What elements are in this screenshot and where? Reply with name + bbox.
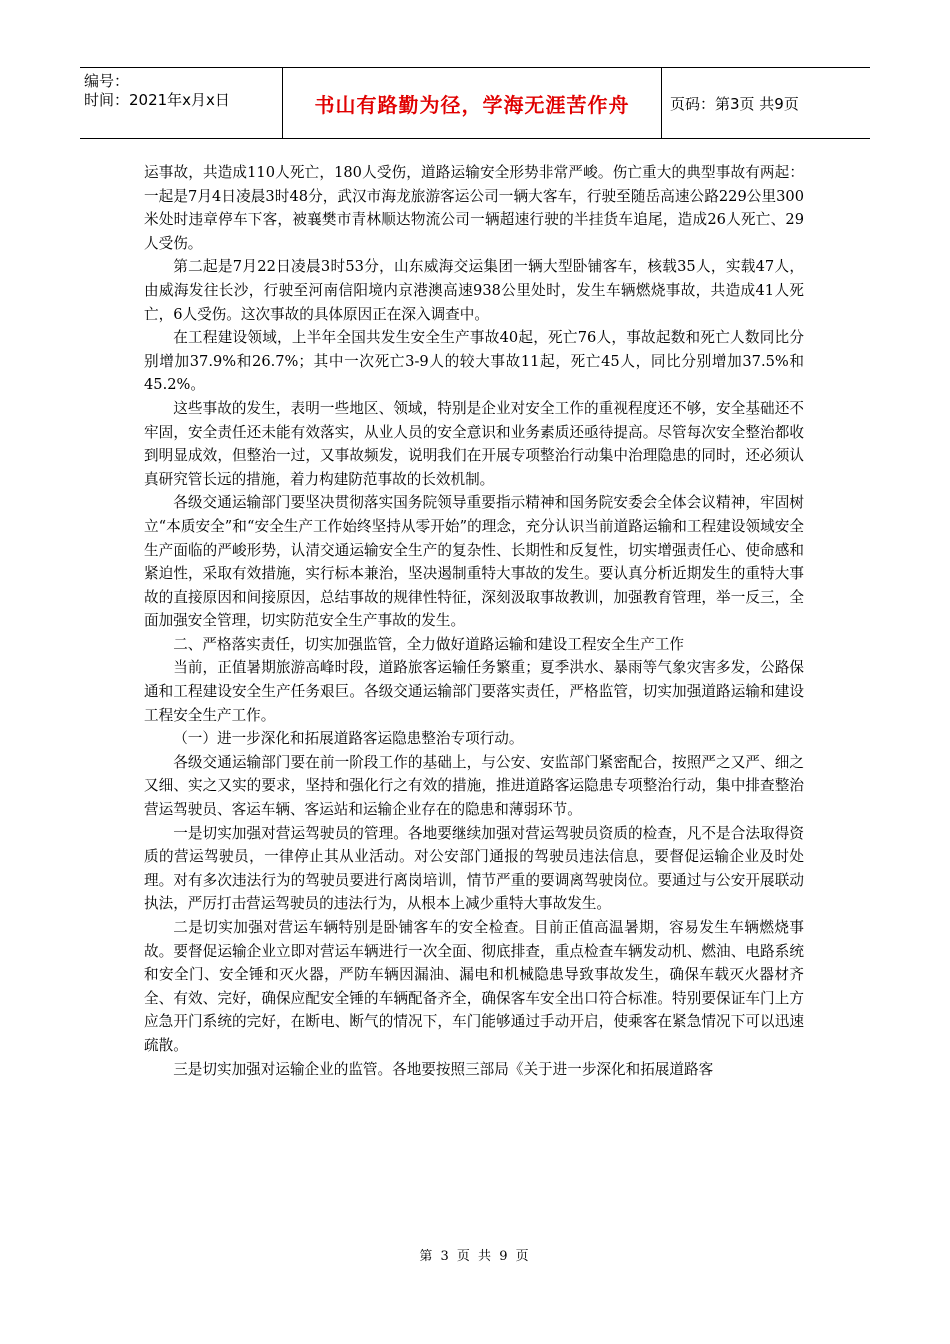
paragraph: 三是切实加强对运输企业的监管。各地要按照三部局《关于进一步深化和拓展道路客: [173, 1060, 714, 1078]
paragraph: 运事故，共造成110人死亡，180人受伤，道路运输安全形势非常严峻。伤亡重大的典型事故有两起：一起是7月4日凌晨3时48分，武汉市海龙旅游客运公司一辆大客车，行驶至随岳高速公路229公里300米处时违章停车下客，被襄樊市青林顺达物流公司一辆超速行驶的半挂货车追尾，造成26人死亡、29人受伤。: [144, 164, 804, 252]
paragraph: 一是切实加强对营运驾驶员的管理。各地要继续加强对营运驾驶员资质的检查，凡不是合法取得资质的营运驾驶员，一律停止其从业活动。对公安部门通报的驾驶员违法信息，要督促运输企业及时处理。对有多次违法行为的驾驶员要进行离岗培训，情节严重的要调离驾驶岗位。要通过与公安开展联动执法，严厉打击营运驾驶员的违法行为，从根本上减少重特大事故发生。: [144, 824, 804, 913]
header-page-number: 页码：第3页 共9页: [670, 94, 799, 113]
page-footer: 第 3 页 共 9 页: [419, 1249, 531, 1264]
header-motto: 书山有路勤为径，学海无涯苦作舟: [283, 68, 662, 138]
paragraph: 二是切实加强对营运车辆特别是卧铺客车的安全检查。目前正值高温暑期，容易发生车辆燃烧事故。要督促运输企业立即对营运车辆进行一次全面、彻底排查，重点检查车辆发动机、燃油、电路系统和安全门、安全锤和灭火器，严防车辆因漏油、漏电和机械隐患导致事故发生，确保车载灭火器材齐全、有效、完好，确保应配安全锤的车辆配备齐全，确保客车安全出口符合标准。特别要保证车门上方应急开门系统的完好，在断电、断气的情况下，车门能够通过手动开启，使乘客在紧急情况下可以迅速疏散。: [144, 919, 804, 1054]
paragraph: 当前，正值暑期旅游高峰时段，道路旅客运输任务繁重；夏季洪水、暴雨等气象灾害多发，公路保通和工程建设安全生产任务艰巨。各级交通运输部门要落实责任，严格监管，切实加强道路运输和建设工程安全生产工作。: [144, 659, 804, 724]
paragraph: 各级交通运输部门要在前一阶段工作的基础上，与公安、安监部门紧密配合，按照严之又严、细之又细、实之又实的要求，坚持和强化行之有效的措施，推进道路客运隐患专项整治行动，集中排查整治营运驾驶员、客运车辆、客运站和运输企业存在的隐患和薄弱环节。: [144, 753, 804, 819]
paragraph: 各级交通运输部门要坚决贯彻落实国务院领导重要指示精神和国务院安委会全体会议精神，牢固树立“本质安全”和“安全生产工作始终坚持从零开始”的理念，充分认识当前道路运输和工程建设领域安全生产面临的严峻形势，认清交通运输安全生产的复杂性、长期性和反复性，切实增强责任心、使命感和紧迫性，采取有效措施，实行标本兼治，坚决遏制重特大事故的发生。要认真分析近期发生的重特大事故的直接原因和间接原因，总结事故的规律性特征，深刻汲取事故教训，加强教育管理，举一反三，全面加强安全管理，切实防范安全生产事故的发生。: [144, 494, 804, 630]
document-number: 编号：: [84, 72, 130, 90]
paragraph: 第二起是7月22日凌晨3时53分，山东威海交运集团一辆大型卧铺客车，核载35人，实载47人，由威海发往长沙，行驶至河南信阳境内京港澳高速938公里处时，发生车辆燃烧事故，共造成41人死亡，6人受伤。这次事故的具体原因正在深入调查中。: [144, 258, 804, 323]
paragraph: 这些事故的发生，表明一些地区、领域，特别是企业对安全工作的重视程度还不够，安全基础还不牢固，安全责任还未能有效落实，从业人员的安全意识和业务素质还亟待提高。尽管每次安全整治都收到明显成效，但整治一过，又事故频发，说明我们在开展专项整治行动集中治理隐患的同时，还必须认真研究管长远的措施，着力构建防范事故的长效机制。: [144, 399, 804, 488]
document-date: 时间：2021年x月x日: [84, 91, 230, 109]
section-heading: 二、严格落实责任，切实加强监管，全力做好道路运输和建设工程安全生产工作: [173, 635, 684, 653]
subsection-heading: （一）进一步深化和拓展道路客运隐患整治专项行动。: [173, 730, 524, 748]
header-meta: [80, 68, 283, 138]
page-header: [80, 67, 870, 139]
document-body: [144, 161, 804, 1081]
paragraph: 在工程建设领域，上半年全国共发生安全生产事故40起，死亡76人，事故起数和死亡人数同比分别增加37.9%和26.7%；其中一次死亡3-9人的较大事故11起，死亡45人，同比分别增加37.5%和45.2%。: [144, 329, 804, 394]
